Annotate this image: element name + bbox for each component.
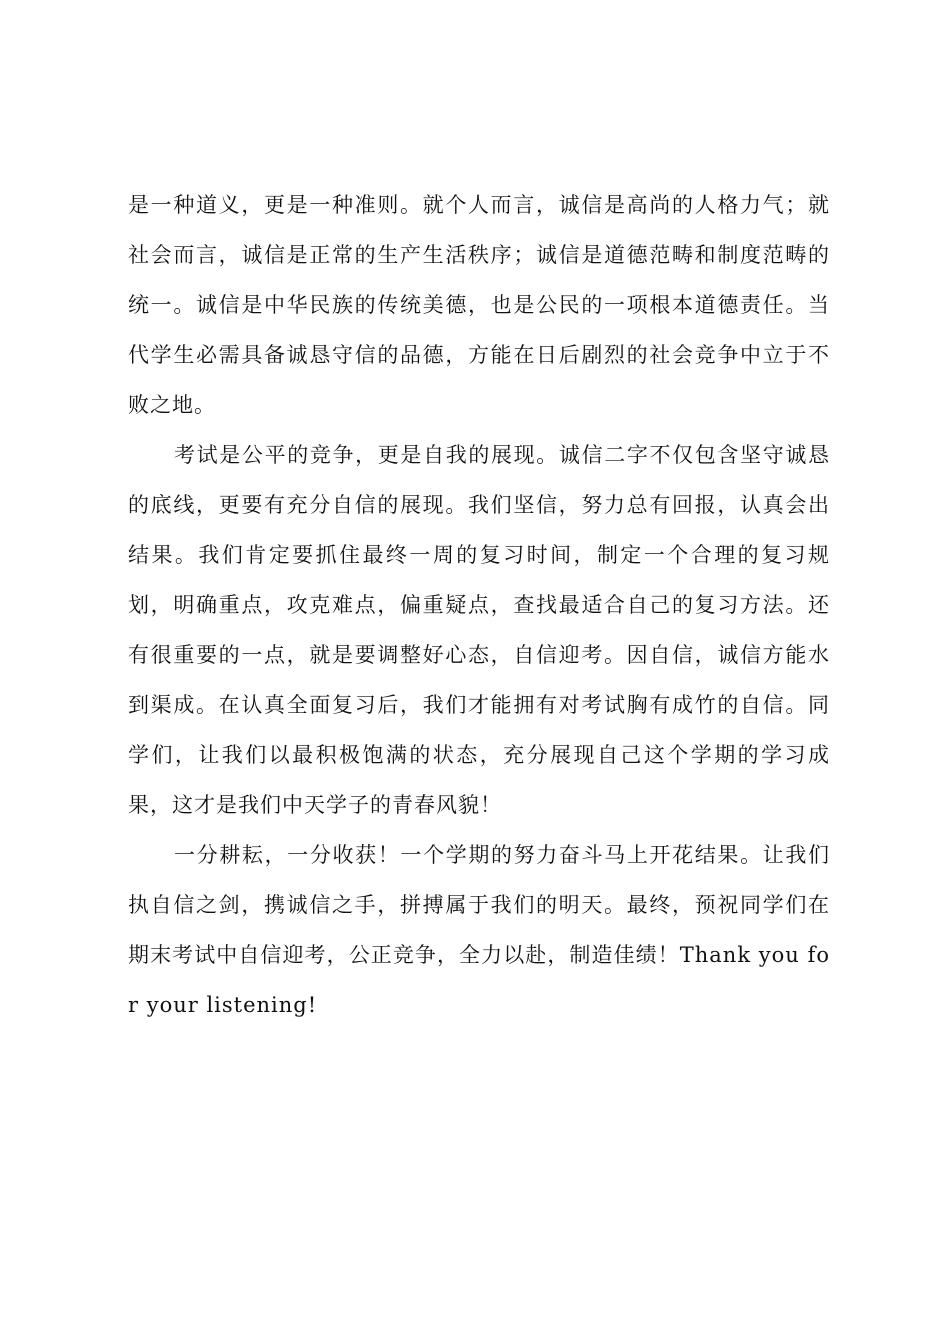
document-body (128, 180, 830, 1030)
paragraph-1: 是一种道义，更是一种准则。就个人而言，诚信是高尚的人格力气；就社会而言，诚信是正常的生产生活秩序；诚信是道德范畴和制度范畴的统一。诚信是中华民族的传统美德，也是公民的一项根本道德责任。当代学生必需具备诚恳守信的品德，方能在日后剧烈的社会竞争中立于不败之地。 (128, 193, 830, 417)
paragraph-2: 考试是公平的竞争，更是自我的展现。诚信二字不仅包含坚守诚恳的底线，更要有充分自信的展现。我们坚信，努力总有回报，认真会出结果。我们肯定要抓住最终一周的复习时间，制定一个合理的复习规划，明确重点，攻克难点，偏重疑点，查找最适合自己的复习方法。还有很重要的一点，就是要调整好心态，自信迎考。因自信，诚信方能水到渠成。在认真全面复习后，我们才能拥有对考试胸有成竹的自信。同学们，让我们以最积极饱满的状态，充分展现自己这个学期的学习成果，这才是我们中天学子的青春风貌！ (128, 443, 830, 817)
paragraph-3: 一分耕耘，一分收获！一个学期的努力奋斗马上开花结果。让我们执自信之剑，携诚信之手，拼搏属于我们的明天。最终，预祝同学们在期末考试中自信迎考，公正竞争，全力以赴，制造佳绩！Thank you for your listening! (128, 843, 830, 1017)
